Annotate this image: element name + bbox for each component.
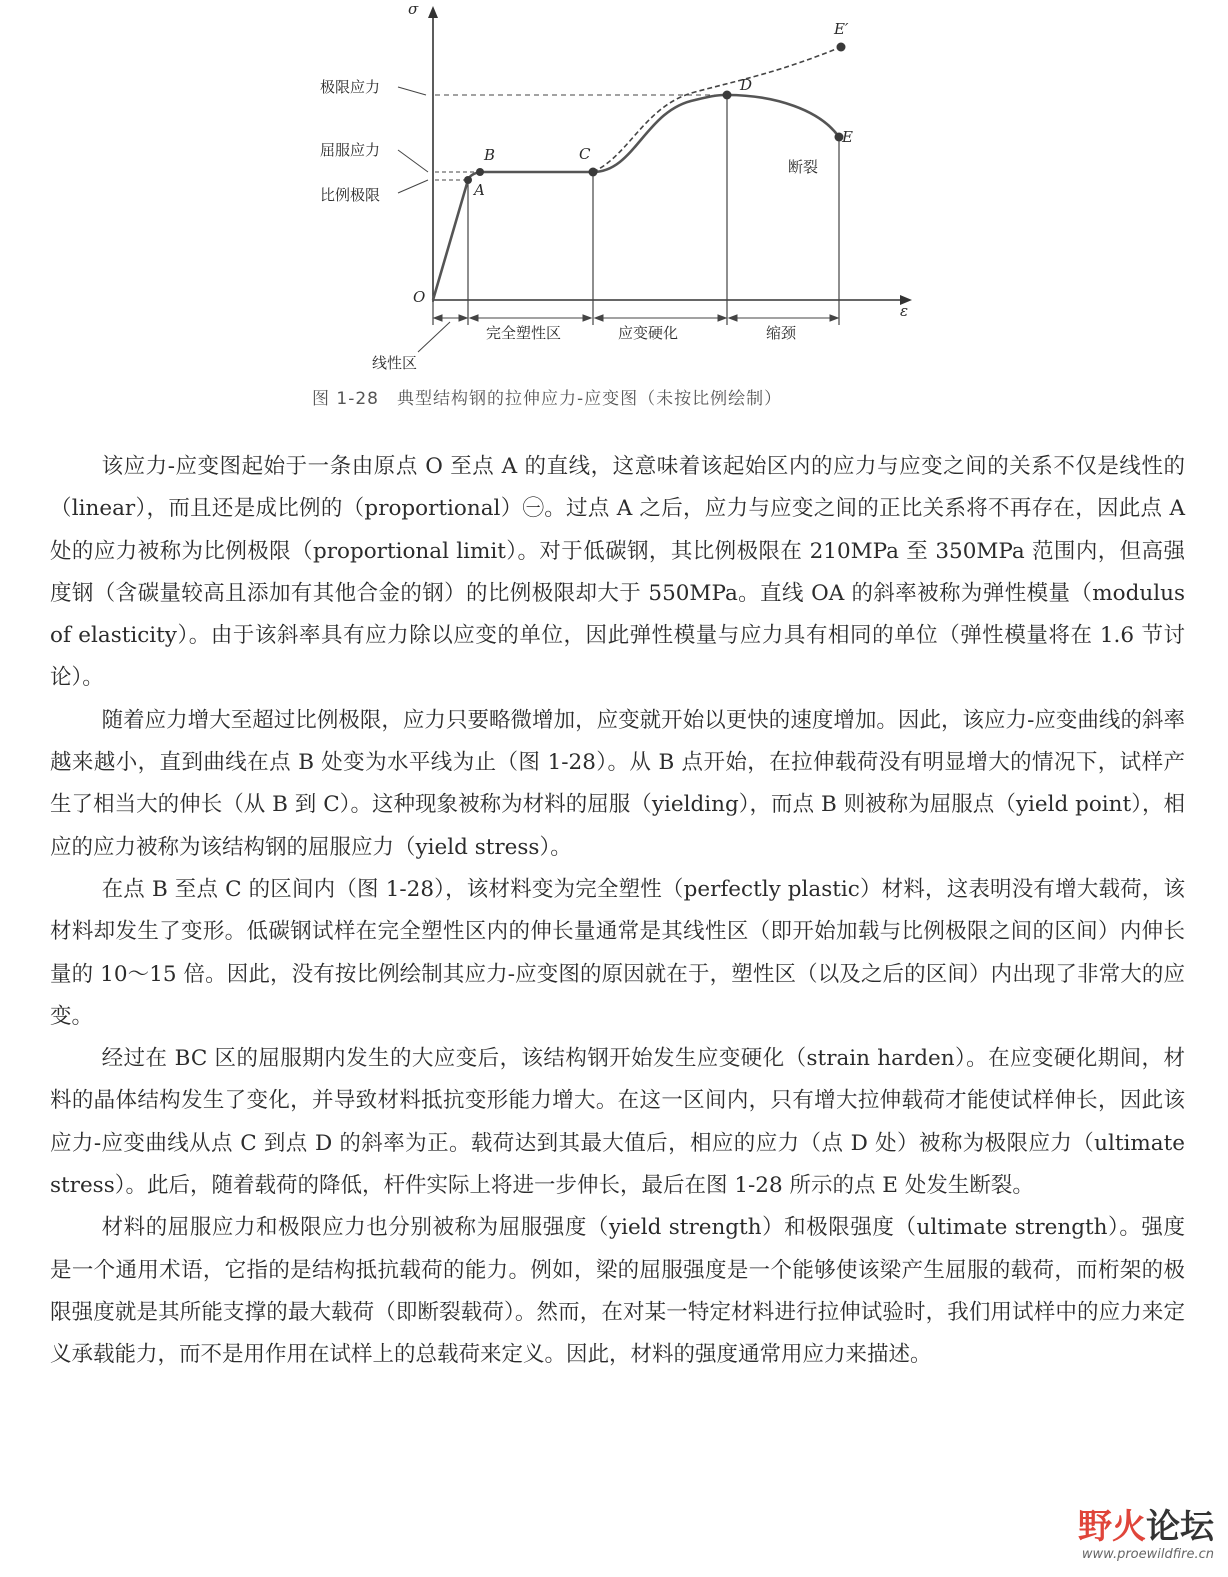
proportional-leader [398,180,428,193]
watermark-url: www.proewildfire.cn [1081,1547,1214,1562]
body-text [50,446,1185,1377]
point-B-marker [476,168,484,176]
point-D-label: D [740,76,753,94]
paragraph: 在点 B 至点 C 的区间内（图 1-28），该材料变为完全塑性（perfectly plastic）材料，这表明没有增大载荷，该材料却发生了变形。低碳钢试样在完全塑性区内的伸长量通常是其线性区（即开始加载与比例极限之间的区间）内伸长量的 10～15 倍。因此，没有按比例绘制其应力-应变图的原因就在于，塑性区（以及之后的区间）内出现了非常大的应变。 [50,876,1185,1029]
region-perfectly-plastic-label: 完全塑性区 [486,324,562,342]
figure-caption: 图 1-28 典型结构钢的拉伸应力-应变图（未按比例绘制） [312,389,783,409]
epsilon-axis-label: ε [900,302,909,320]
sigma-axis-label: σ [408,0,419,18]
ultimate-stress-label: 极限应力 [320,78,381,96]
point-E-label: E [842,128,853,146]
yield-leader [398,150,428,172]
region-strain-hardening-label: 应变硬化 [618,324,679,342]
watermark-title [1078,1499,1214,1548]
region-linear-label: 线性区 [372,354,418,372]
paragraph: 经过在 BC 区的屈服期内发生的大应变后，该结构钢开始发生应变硬化（strain harden）。在应变硬化期间，材料的晶体结构发生了变化，并导致材料抵抗变形能力增大。在这一区间内，只有增大拉伸载荷才能使试样伸长，因此该应力-应变曲线从点 C 到点 D 的斜率为正。载荷达到其最大值后，相应的应力（点 D 处）被称为极限应力（ultimate stress）。此后，随着载荷的降低，杆件实际上将进一步伸长，最后在图 1-28 所示的点 E 处发生断裂。 [50,1046,1185,1199]
point-A-label: A [474,181,485,199]
point-D-marker [723,91,732,100]
origin-label: O [413,288,426,306]
yield-stress-label: 屈服应力 [320,141,381,159]
engineering-curve [433,95,839,300]
fracture-label: 断裂 [788,158,819,176]
point-A-marker [464,176,472,184]
point-C-marker [589,168,598,177]
y-axis-arrow [428,6,438,18]
point-E-prime-label: E′ [834,20,849,38]
paragraph: 材料的屈服应力和极限应力也分别被称为屈服强度（yield strength）和极限强度（ultimate strength）。强度是一个通用术语，它指的是结构抵抗载荷的能力。例如，梁的屈服强度是一个能够使该梁产生屈服的载荷，而桁架的极限强度就是其所能支撑的最大载荷（即断裂载荷）。然而，在对某一特定材料进行拉伸试验时，我们用试样中的应力来定义承载能力，而不是用作用在试样上的总载荷来定义。因此，材料的强度通常用应力来描述。 [50,1215,1185,1368]
stress-strain-figure [300,0,940,380]
proportional-limit-label: 比例极限 [320,186,381,204]
region-necking-label: 缩颈 [766,324,797,342]
point-B-label: B [484,146,496,164]
watermark-title-dark: 论坛 [1146,1507,1214,1547]
paragraph: 该应力-应变图起始于一条由原点 O 至点 A 的直线，这意味着该起始区内的应力与应变之间的关系不仅是线性的（linear），而且还是成比例的（proportional）㊀。过点 A 之后，应力与应变之间的正比关系将不再存在，因此点 A 处的应力被称为比例极限（proportional limit）。对于低碳钢，其比例极限在 210MPa 至 350MPa 范围内，但高强度钢（含碳量较高且添加有其他合金的钢）的比例极限却大于 550MPa。直线 OA 的斜率被称为弹性模量（modulus of elasticity）。由于该斜率具有应力除以应变的单位，因此弹性模量与应力具有相同的单位（弹性模量将在 1.6 节讨论）。 [50,454,1185,691]
point-E-prime-marker [837,43,846,52]
paragraph: 随着应力增大至超过比例极限，应力只要略微增加，应变就开始以更快的速度增加。因此，该应力-应变曲线的斜率越来越小，直到曲线在点 B 处变为水平线为止（图 1-28）。从 B 点开始，在拉伸载荷没有明显增大的情况下，试样产生了相当大的伸长（从 B 到 C）。这种现象被称为材料的屈服（yielding），而点 B 则被称为屈服点（yield point），相应的应力被称为该结构钢的屈服应力（yield stress）。 [50,707,1185,860]
ultimate-leader [398,87,426,95]
forum-watermark [1014,1499,1214,1571]
point-C-label: C [579,145,591,163]
watermark-title-red: 野火 [1078,1507,1146,1547]
